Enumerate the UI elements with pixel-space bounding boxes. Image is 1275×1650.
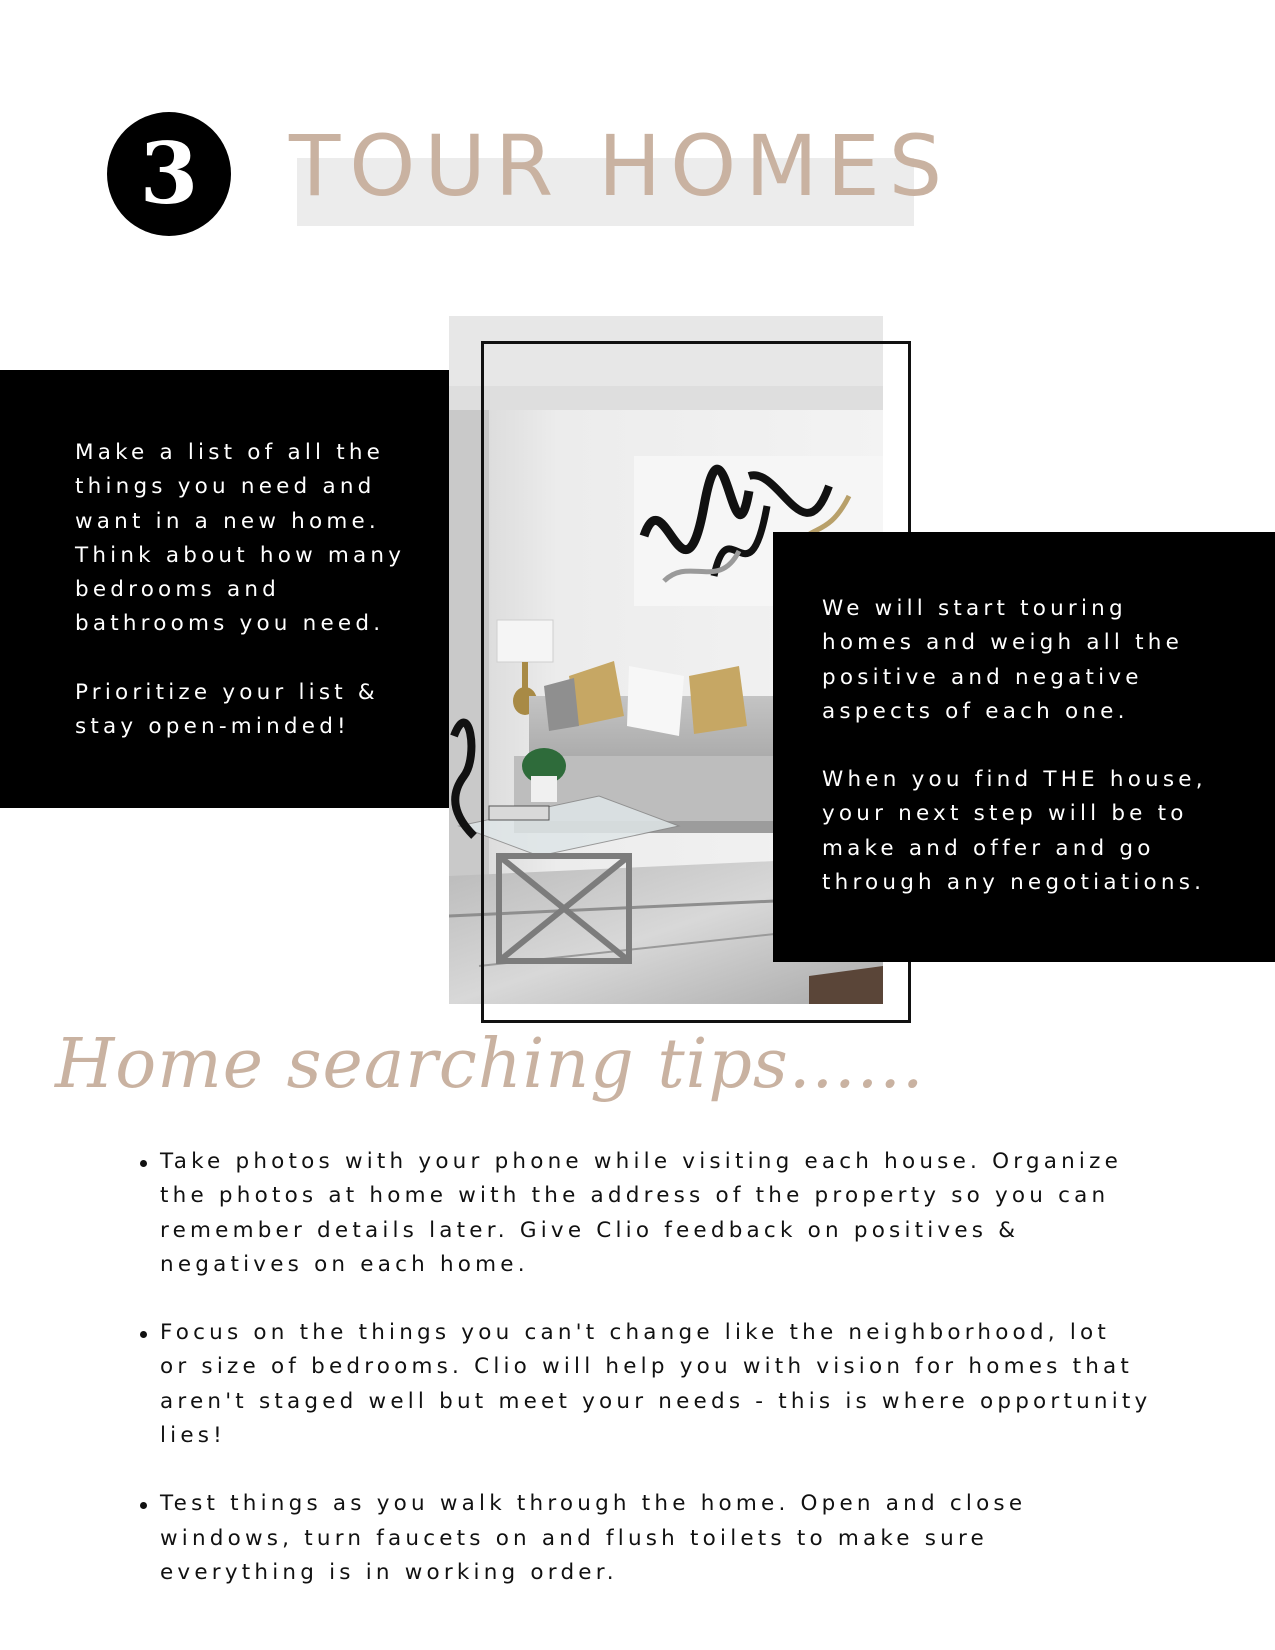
needs-list-box xyxy=(0,370,449,808)
needs-paragraph: Make a list of all the things you need and want in a new home. Think about how many bedrooms and bathrooms you need. xyxy=(75,440,406,637)
tip-item-test: Test things as you walk through the home. Open and close windows, turn faucets on and flush toilets to make sure everything is in working order. xyxy=(160,1487,1170,1590)
tip-item-focus: Focus on the things you can't change like the neighborhood, lot or size of bedrooms. Clio will help you with vision for homes that aren't staged well but meet your needs - this is where opportunity lies! xyxy=(160,1316,1170,1453)
next-step-paragraph: When you find THE house, your next step will be to make and offer and go through any negotiations. xyxy=(822,767,1207,896)
tips-heading: Home searching tips...... xyxy=(55,1025,925,1104)
page-title: TOUR HOMES xyxy=(289,117,952,215)
touring-box xyxy=(773,532,1275,962)
step-number-badge: 3 xyxy=(107,112,231,236)
prioritize-paragraph: Prioritize your list & stay open-minded! xyxy=(75,679,379,740)
tip-item-photos: Take photos with your phone while visiting each house. Organize the photos at home with the address of the property so you can remember details later. Give Clio feedback on positives & negatives on each home. xyxy=(160,1145,1170,1282)
touring-paragraph: We will start touring homes and weigh all the positive and negative aspects of each one. xyxy=(822,596,1184,724)
tips-list xyxy=(160,1145,1170,1624)
